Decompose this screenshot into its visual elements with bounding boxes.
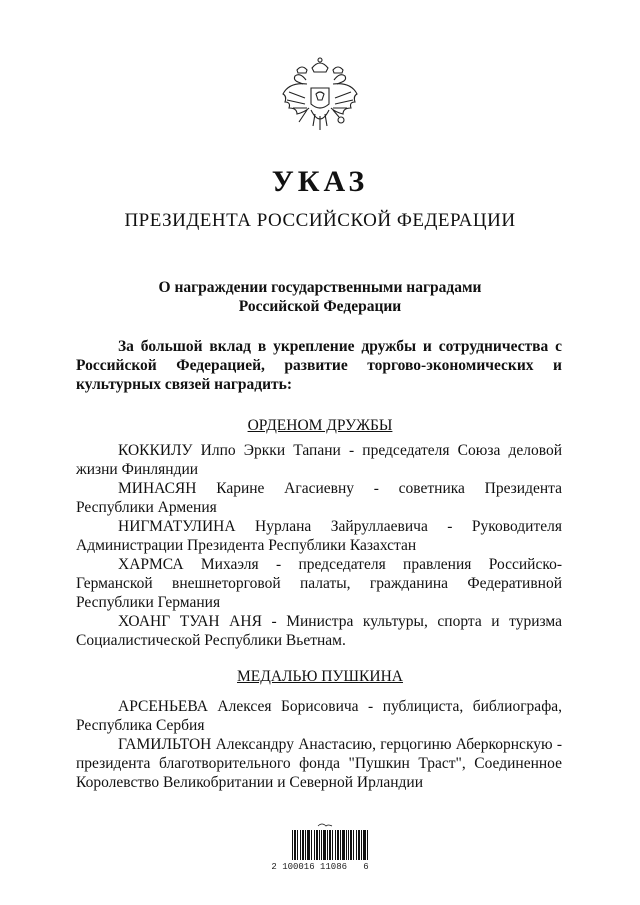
section-title-order-of-friendship: ОРДЕНОМ ДРУЖБЫ <box>247 417 393 434</box>
subject-line: О награждении государственными наградами <box>158 279 482 296</box>
award-entry: АРСЕНЬЕВА Алексея Борисовича - публициста, библиографа, Республика Сербия <box>76 698 562 734</box>
award-entry: ГАМИЛЬТОН Александру Анастасию, герцогиню Аберкорнскую - президента благотворительного фонда "Пушкин Траст", Соединенное Королевство Великобритании и Северной Ирландии <box>76 736 562 791</box>
award-list-order-of-friendship <box>76 441 562 650</box>
decree-intro: За большой вклад в укрепление дружбы и сотрудничества с Российской Федерацией, развитие торгово-экономических и культурных связей наградить: <box>76 338 562 393</box>
award-entry: МИНАСЯН Карине Агасиевну - советника Президента Республики Армения <box>76 480 562 516</box>
award-entry: КОККИЛУ Илпо Эркки Тапани - председателя Союза деловой жизни Финляндии <box>76 442 562 478</box>
document-title: УКАЗ <box>271 165 369 198</box>
document-subtitle: ПРЕЗИДЕНТА РОССИЙСКОЙ ФЕДЕРАЦИИ <box>124 210 516 231</box>
section-title-pushkin-medal: МЕДАЛЬЮ ПУШКИНА <box>237 668 403 685</box>
award-list-pushkin-medal <box>76 697 562 792</box>
award-entry: НИГМАТУЛИНА Нурлана Зайруллаевича - Руководителя Администрации Президента Республики Казахстан <box>76 518 562 554</box>
barcode-number: 2 100016 11086 6 <box>271 862 369 872</box>
coat-of-arms-icon <box>277 54 363 142</box>
subject-line: Российской Федерации <box>238 298 402 315</box>
decree-subject <box>0 278 640 316</box>
award-entry: ХАРМСА Михаэля - председателя правления Российско-Германской внешнеторговой палаты, гражданина Федеративной Республики Германия <box>76 556 562 611</box>
award-entry: ХОАНГ ТУАН АНЯ - Министра культуры, спорта и туризма Социалистической Республики Вьетнам. <box>76 613 562 649</box>
